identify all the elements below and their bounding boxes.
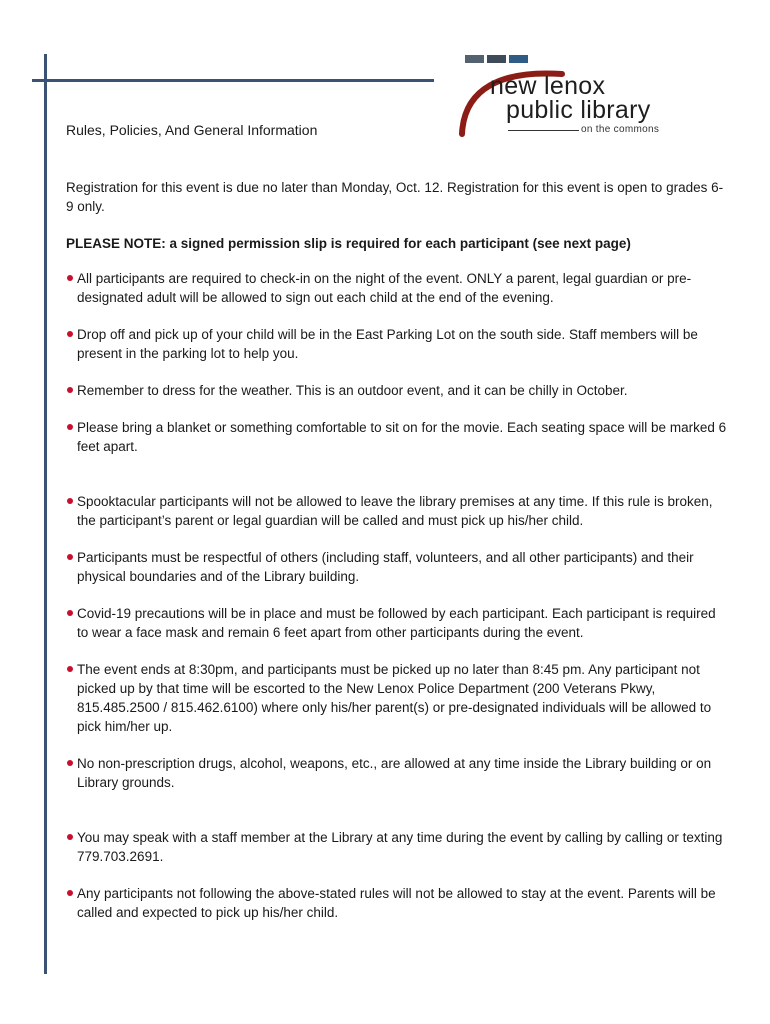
rule-text: All participants are required to check-in on the night of the event. ONLY a parent, legal guardian or pre-designated adult will be allowed to sign out each child at the end of the evening.: [77, 271, 692, 305]
rule-item: [66, 660, 730, 736]
rule-text: The event ends at 8:30pm, and participants must be picked up no later than 8:45 pm. Any participant not picked up by that time will be escorted to the New Lenox Police Department (200 Veterans Pkwy, 815.485.2500 / 815.462.6100) where only his/her parent(s) or pre-designated individuals will be allowed to pick him/her up.: [77, 662, 712, 734]
logo-line-1: new lenox: [490, 72, 606, 100]
logo-underline: [508, 130, 579, 131]
library-logo: [452, 48, 692, 144]
bullet-icon: [67, 331, 73, 337]
rule-item: [66, 548, 730, 586]
header-horizontal-rule: [32, 79, 434, 82]
rule-item: [66, 381, 730, 400]
bullet-icon: [67, 610, 73, 616]
rule-item: [66, 418, 730, 456]
bullet-icon: [67, 498, 73, 504]
left-vertical-rule: [44, 54, 47, 974]
bullet-icon: [67, 760, 73, 766]
rule-item: [66, 492, 730, 530]
rule-item: [66, 325, 730, 363]
bullet-icon: [67, 890, 73, 896]
rule-text: Remember to dress for the weather. This is an outdoor event, and it can be chilly in October.: [77, 383, 628, 398]
rule-item: [66, 828, 730, 866]
bullet-icon: [67, 834, 73, 840]
logo-tagline: on the commons: [581, 124, 660, 135]
bullet-icon: [67, 387, 73, 393]
rule-text: You may speak with a staff member at the Library at any time during the event by calling by calling or texting 779.703.2691.: [77, 830, 723, 864]
bullet-icon: [67, 554, 73, 560]
bullet-icon: [67, 424, 73, 430]
rule-text: Please bring a blanket or something comfortable to sit on for the movie. Each seating space will be marked 6 feet apart.: [77, 420, 727, 454]
rule-item: [66, 604, 730, 642]
rule-text: Drop off and pick up of your child will be in the East Parking Lot on the south side. Staff members will be present in the parking lot to help you.: [77, 327, 698, 361]
logo-line-2: public library: [506, 96, 651, 124]
rule-text: Any participants not following the above-stated rules will not be allowed to stay at the event. Parents will be called and expected to pick up his/her child.: [77, 886, 716, 920]
bullet-icon: [67, 275, 73, 281]
rule-text: Covid-19 precautions will be in place and must be followed by each participant. Each participant is required to wear a face mask and remain 6 feet apart from other participants during the event.: [77, 606, 716, 640]
rule-item: [66, 269, 730, 307]
document-body: [66, 178, 730, 922]
permission-note: PLEASE NOTE: a signed permission slip is required for each participant (see next page): [66, 236, 631, 251]
rule-item: [66, 884, 730, 922]
document-title: Rules, Policies, And General Information: [66, 122, 318, 138]
bullet-icon: [67, 666, 73, 672]
rule-text: Participants must be respectful of others (including staff, volunteers, and all other participants) and their physical boundaries and of the Library building.: [77, 550, 694, 584]
rule-text: No non-prescription drugs, alcohol, weapons, etc., are allowed at any time inside the Library building or on Library grounds.: [77, 756, 712, 790]
registration-info: Registration for this event is due no later than Monday, Oct. 12. Registration for this event is open to grades 6-9 only.: [66, 180, 724, 214]
rule-item: [66, 754, 730, 792]
rule-text: Spooktacular participants will not be allowed to leave the library premises at any time. If this rule is broken, the participant’s parent or legal guardian will be called and must pick up his/her child.: [77, 494, 713, 528]
